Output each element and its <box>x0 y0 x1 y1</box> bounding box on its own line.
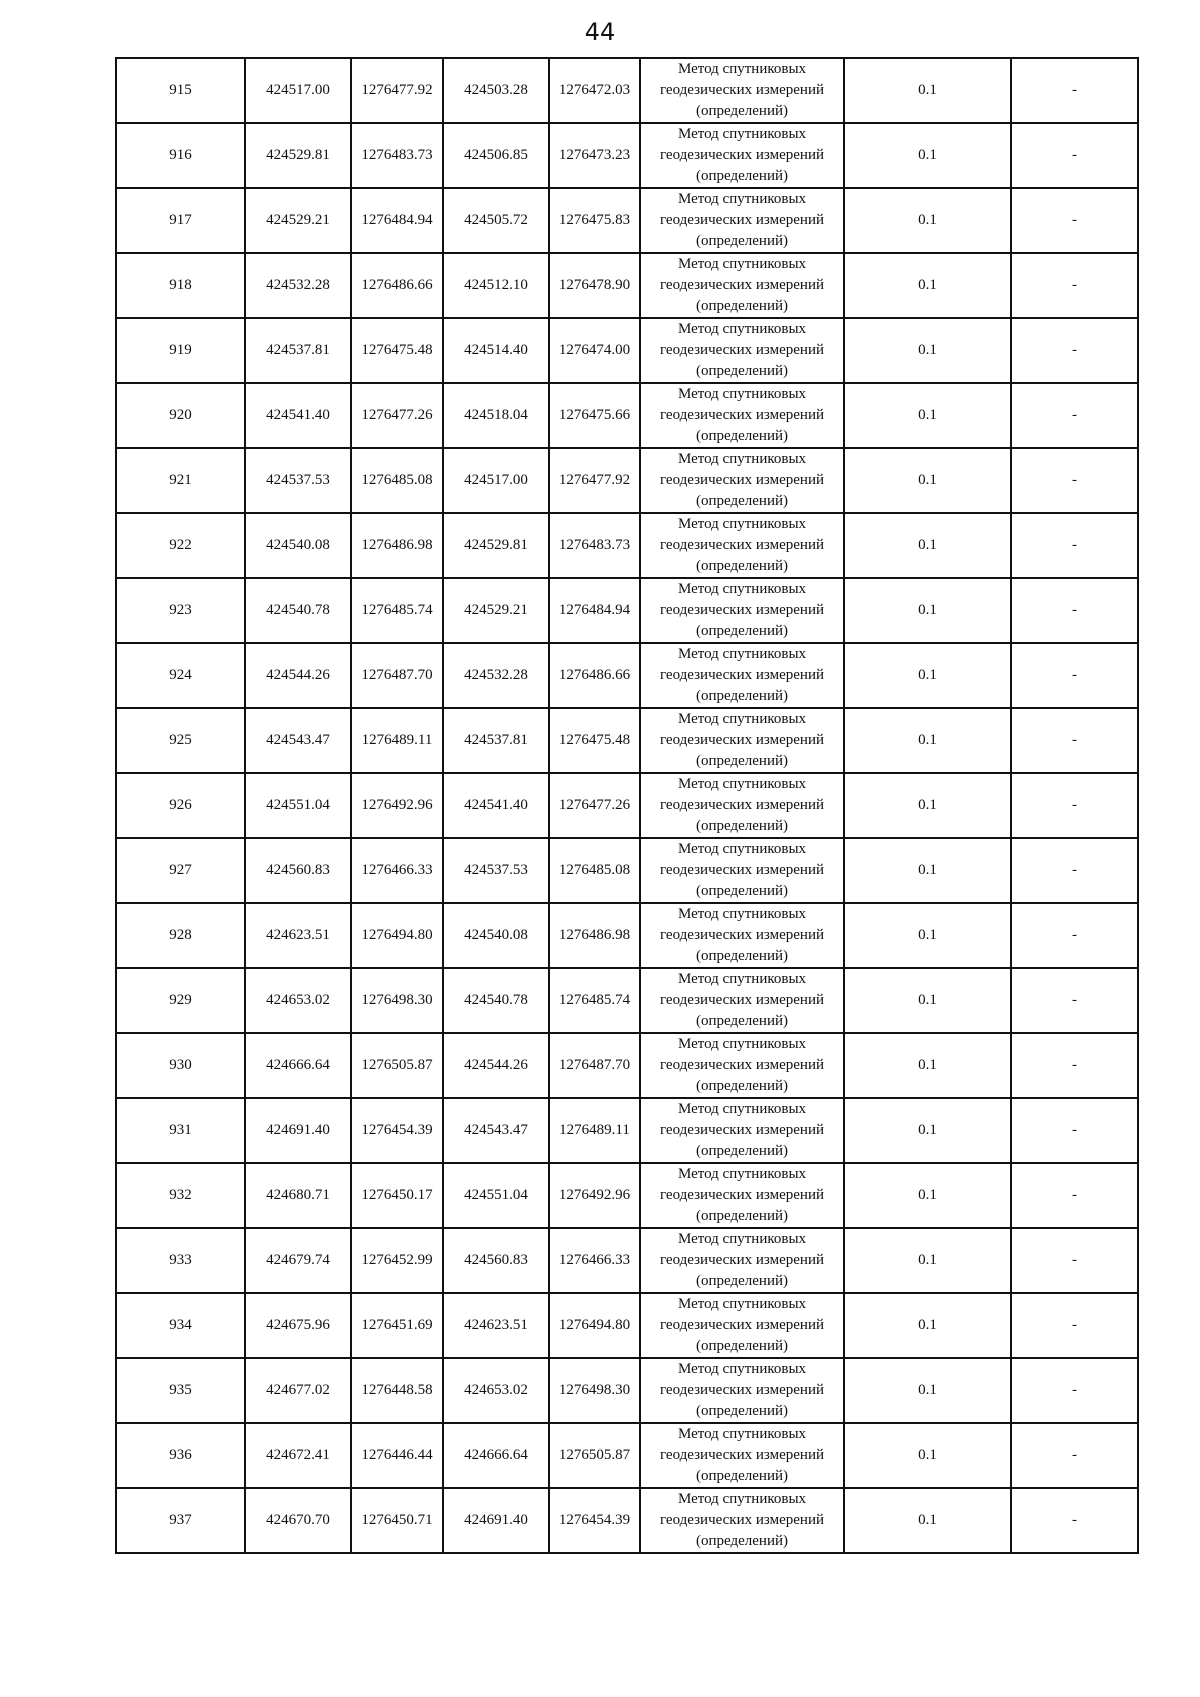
x-coordinate-cell: 424543.47 <box>245 708 351 773</box>
method-line: (определений) <box>696 1468 788 1484</box>
method-line: геодезических измерений <box>659 1447 825 1463</box>
method-line: Метод спутниковых <box>677 1491 807 1507</box>
table-row <box>116 188 1138 253</box>
y-previous-coordinate-cell: 1276485.08 <box>549 838 640 903</box>
x-coordinate-cell: 424532.28 <box>245 253 351 318</box>
table-row <box>116 318 1138 383</box>
point-number-cell: 935 <box>116 1358 245 1423</box>
method-line: геодезических измерений <box>659 1382 825 1398</box>
point-number-cell: 926 <box>116 773 245 838</box>
note-cell: - <box>1011 968 1138 1033</box>
method-line: Метод спутниковых <box>677 581 807 597</box>
method-line: (определений) <box>696 103 788 119</box>
method-line: (определений) <box>696 1533 788 1549</box>
method-line: геодезических измерений <box>659 667 825 683</box>
note-cell: - <box>1011 1358 1138 1423</box>
accuracy-cell: 0.1 <box>844 643 1011 708</box>
table-row <box>116 968 1138 1033</box>
method-cell <box>640 1293 844 1358</box>
method-cell <box>640 1488 844 1553</box>
method-cell <box>640 448 844 513</box>
x-previous-coordinate-cell: 424529.81 <box>443 513 549 578</box>
table-body <box>116 58 1138 1553</box>
method-cell <box>640 578 844 643</box>
x-previous-coordinate-cell: 424691.40 <box>443 1488 549 1553</box>
x-previous-coordinate-cell: 424653.02 <box>443 1358 549 1423</box>
y-previous-coordinate-cell: 1276483.73 <box>549 513 640 578</box>
y-coordinate-cell: 1276487.70 <box>351 643 443 708</box>
y-previous-coordinate-cell: 1276475.66 <box>549 383 640 448</box>
table-row <box>116 1033 1138 1098</box>
point-number-cell: 924 <box>116 643 245 708</box>
point-number-cell: 932 <box>116 1163 245 1228</box>
method-cell <box>640 1423 844 1488</box>
method-line: геодезических измерений <box>659 1317 825 1333</box>
method-line: (определений) <box>696 1403 788 1419</box>
accuracy-cell: 0.1 <box>844 1423 1011 1488</box>
y-coordinate-cell: 1276483.73 <box>351 123 443 188</box>
note-cell: - <box>1011 708 1138 773</box>
method-line: геодезических измерений <box>659 602 825 618</box>
method-line: Метод спутниковых <box>677 516 807 532</box>
method-line: (определений) <box>696 1143 788 1159</box>
method-cell <box>640 1358 844 1423</box>
accuracy-cell: 0.1 <box>844 708 1011 773</box>
method-cell <box>640 1033 844 1098</box>
method-line: Метод спутниковых <box>677 1101 807 1117</box>
y-coordinate-cell: 1276475.48 <box>351 318 443 383</box>
method-line: (определений) <box>696 1013 788 1029</box>
x-coordinate-cell: 424679.74 <box>245 1228 351 1293</box>
method-line: (определений) <box>696 1338 788 1354</box>
y-coordinate-cell: 1276494.80 <box>351 903 443 968</box>
x-previous-coordinate-cell: 424541.40 <box>443 773 549 838</box>
table-row <box>116 1098 1138 1163</box>
y-previous-coordinate-cell: 1276494.80 <box>549 1293 640 1358</box>
method-line: геодезических измерений <box>659 1187 825 1203</box>
table-row <box>116 1488 1138 1553</box>
x-coordinate-cell: 424540.78 <box>245 578 351 643</box>
y-coordinate-cell: 1276450.17 <box>351 1163 443 1228</box>
x-coordinate-cell: 424544.26 <box>245 643 351 708</box>
y-previous-coordinate-cell: 1276475.83 <box>549 188 640 253</box>
note-cell: - <box>1011 253 1138 318</box>
accuracy-cell: 0.1 <box>844 1163 1011 1228</box>
y-previous-coordinate-cell: 1276477.92 <box>549 448 640 513</box>
accuracy-cell: 0.1 <box>844 1293 1011 1358</box>
accuracy-cell: 0.1 <box>844 123 1011 188</box>
x-coordinate-cell: 424672.41 <box>245 1423 351 1488</box>
x-previous-coordinate-cell: 424514.40 <box>443 318 549 383</box>
note-cell: - <box>1011 448 1138 513</box>
table-row <box>116 513 1138 578</box>
method-line: Метод спутниковых <box>677 451 807 467</box>
note-cell: - <box>1011 1033 1138 1098</box>
x-previous-coordinate-cell: 424540.78 <box>443 968 549 1033</box>
x-coordinate-cell: 424691.40 <box>245 1098 351 1163</box>
method-line: геодезических измерений <box>659 1057 825 1073</box>
x-coordinate-cell: 424675.96 <box>245 1293 351 1358</box>
accuracy-cell: 0.1 <box>844 1358 1011 1423</box>
y-previous-coordinate-cell: 1276492.96 <box>549 1163 640 1228</box>
y-coordinate-cell: 1276485.74 <box>351 578 443 643</box>
y-coordinate-cell: 1276505.87 <box>351 1033 443 1098</box>
y-coordinate-cell: 1276466.33 <box>351 838 443 903</box>
method-line: геодезических измерений <box>659 537 825 553</box>
method-line: геодезических измерений <box>659 82 825 98</box>
method-line: (определений) <box>696 623 788 639</box>
method-line: (определений) <box>696 298 788 314</box>
method-cell <box>640 1098 844 1163</box>
table-row <box>116 383 1138 448</box>
method-line: геодезических измерений <box>659 992 825 1008</box>
x-coordinate-cell: 424551.04 <box>245 773 351 838</box>
x-coordinate-cell: 424623.51 <box>245 903 351 968</box>
y-coordinate-cell: 1276477.92 <box>351 58 443 123</box>
accuracy-cell: 0.1 <box>844 58 1011 123</box>
method-line: Метод спутниковых <box>677 776 807 792</box>
x-previous-coordinate-cell: 424503.28 <box>443 58 549 123</box>
y-coordinate-cell: 1276486.66 <box>351 253 443 318</box>
table-row <box>116 643 1138 708</box>
x-coordinate-cell: 424529.21 <box>245 188 351 253</box>
y-previous-coordinate-cell: 1276484.94 <box>549 578 640 643</box>
note-cell: - <box>1011 838 1138 903</box>
accuracy-cell: 0.1 <box>844 1098 1011 1163</box>
method-line: Метод спутниковых <box>677 1231 807 1247</box>
point-number-cell: 918 <box>116 253 245 318</box>
y-coordinate-cell: 1276485.08 <box>351 448 443 513</box>
method-cell <box>640 123 844 188</box>
y-previous-coordinate-cell: 1276475.48 <box>549 708 640 773</box>
x-coordinate-cell: 424653.02 <box>245 968 351 1033</box>
table-row <box>116 578 1138 643</box>
method-line: (определений) <box>696 818 788 834</box>
method-cell <box>640 253 844 318</box>
y-previous-coordinate-cell: 1276466.33 <box>549 1228 640 1293</box>
point-number-cell: 937 <box>116 1488 245 1553</box>
table-row <box>116 58 1138 123</box>
method-line: Метод спутниковых <box>677 61 807 77</box>
point-number-cell: 930 <box>116 1033 245 1098</box>
method-line: геодезических измерений <box>659 277 825 293</box>
note-cell: - <box>1011 578 1138 643</box>
table-row <box>116 838 1138 903</box>
x-coordinate-cell: 424537.81 <box>245 318 351 383</box>
method-line: геодезических измерений <box>659 1252 825 1268</box>
x-previous-coordinate-cell: 424517.00 <box>443 448 549 513</box>
method-line: геодезических измерений <box>659 927 825 943</box>
method-cell <box>640 968 844 1033</box>
method-line: (определений) <box>696 688 788 704</box>
y-previous-coordinate-cell: 1276505.87 <box>549 1423 640 1488</box>
point-number-cell: 933 <box>116 1228 245 1293</box>
method-line: Метод спутниковых <box>677 1296 807 1312</box>
note-cell: - <box>1011 643 1138 708</box>
x-coordinate-cell: 424517.00 <box>245 58 351 123</box>
x-previous-coordinate-cell: 424666.64 <box>443 1423 549 1488</box>
accuracy-cell: 0.1 <box>844 448 1011 513</box>
y-coordinate-cell: 1276489.11 <box>351 708 443 773</box>
y-coordinate-cell: 1276446.44 <box>351 1423 443 1488</box>
accuracy-cell: 0.1 <box>844 968 1011 1033</box>
x-previous-coordinate-cell: 424537.81 <box>443 708 549 773</box>
point-number-cell: 917 <box>116 188 245 253</box>
method-line: (определений) <box>696 883 788 899</box>
x-previous-coordinate-cell: 424505.72 <box>443 188 549 253</box>
accuracy-cell: 0.1 <box>844 318 1011 383</box>
method-line: (определений) <box>696 1208 788 1224</box>
method-cell <box>640 383 844 448</box>
method-line: Метод спутниковых <box>677 711 807 727</box>
method-line: Метод спутниковых <box>677 971 807 987</box>
method-cell <box>640 838 844 903</box>
method-cell <box>640 188 844 253</box>
x-previous-coordinate-cell: 424544.26 <box>443 1033 549 1098</box>
method-line: геодезических измерений <box>659 342 825 358</box>
method-line: (определений) <box>696 233 788 249</box>
method-line: геодезических измерений <box>659 1122 825 1138</box>
table-row <box>116 708 1138 773</box>
table-row <box>116 253 1138 318</box>
table-row <box>116 773 1138 838</box>
y-previous-coordinate-cell: 1276487.70 <box>549 1033 640 1098</box>
table-row <box>116 1358 1138 1423</box>
point-number-cell: 920 <box>116 383 245 448</box>
coordinates-table <box>115 57 1139 1554</box>
method-cell <box>640 1228 844 1293</box>
x-previous-coordinate-cell: 424543.47 <box>443 1098 549 1163</box>
point-number-cell: 915 <box>116 58 245 123</box>
note-cell: - <box>1011 513 1138 578</box>
x-coordinate-cell: 424540.08 <box>245 513 351 578</box>
method-cell <box>640 58 844 123</box>
y-coordinate-cell: 1276452.99 <box>351 1228 443 1293</box>
y-previous-coordinate-cell: 1276472.03 <box>549 58 640 123</box>
method-line: Метод спутниковых <box>677 1361 807 1377</box>
method-line: Метод спутниковых <box>677 126 807 142</box>
x-previous-coordinate-cell: 424518.04 <box>443 383 549 448</box>
y-coordinate-cell: 1276454.39 <box>351 1098 443 1163</box>
point-number-cell: 919 <box>116 318 245 383</box>
accuracy-cell: 0.1 <box>844 383 1011 448</box>
method-line: геодезических измерений <box>659 147 825 163</box>
note-cell: - <box>1011 383 1138 448</box>
point-number-cell: 927 <box>116 838 245 903</box>
table-row <box>116 1293 1138 1358</box>
method-line: Метод спутниковых <box>677 841 807 857</box>
y-previous-coordinate-cell: 1276474.00 <box>549 318 640 383</box>
x-previous-coordinate-cell: 424529.21 <box>443 578 549 643</box>
accuracy-cell: 0.1 <box>844 903 1011 968</box>
y-previous-coordinate-cell: 1276473.23 <box>549 123 640 188</box>
method-line: геодезических измерений <box>659 797 825 813</box>
accuracy-cell: 0.1 <box>844 773 1011 838</box>
y-previous-coordinate-cell: 1276478.90 <box>549 253 640 318</box>
point-number-cell: 922 <box>116 513 245 578</box>
method-line: (определений) <box>696 1078 788 1094</box>
accuracy-cell: 0.1 <box>844 188 1011 253</box>
x-previous-coordinate-cell: 424623.51 <box>443 1293 549 1358</box>
note-cell: - <box>1011 58 1138 123</box>
point-number-cell: 916 <box>116 123 245 188</box>
note-cell: - <box>1011 773 1138 838</box>
point-number-cell: 929 <box>116 968 245 1033</box>
table-row <box>116 448 1138 513</box>
table-row <box>116 903 1138 968</box>
note-cell: - <box>1011 1163 1138 1228</box>
note-cell: - <box>1011 1228 1138 1293</box>
accuracy-cell: 0.1 <box>844 578 1011 643</box>
accuracy-cell: 0.1 <box>844 513 1011 578</box>
y-coordinate-cell: 1276486.98 <box>351 513 443 578</box>
accuracy-cell: 0.1 <box>844 253 1011 318</box>
accuracy-cell: 0.1 <box>844 1033 1011 1098</box>
table-row <box>116 1423 1138 1488</box>
point-number-cell: 936 <box>116 1423 245 1488</box>
method-cell <box>640 773 844 838</box>
table-row <box>116 1228 1138 1293</box>
accuracy-cell: 0.1 <box>844 838 1011 903</box>
table-row <box>116 1163 1138 1228</box>
method-line: геодезических измерений <box>659 407 825 423</box>
note-cell: - <box>1011 1098 1138 1163</box>
page-number: 44 <box>584 18 616 46</box>
x-coordinate-cell: 424529.81 <box>245 123 351 188</box>
method-line: Метод спутниковых <box>677 646 807 662</box>
method-line: (определений) <box>696 948 788 964</box>
method-line: (определений) <box>696 168 788 184</box>
method-cell <box>640 1163 844 1228</box>
x-previous-coordinate-cell: 424512.10 <box>443 253 549 318</box>
method-line: геодезических измерений <box>659 212 825 228</box>
note-cell: - <box>1011 1293 1138 1358</box>
method-line: Метод спутниковых <box>677 256 807 272</box>
method-line: (определений) <box>696 753 788 769</box>
x-previous-coordinate-cell: 424551.04 <box>443 1163 549 1228</box>
method-line: (определений) <box>696 493 788 509</box>
method-line: Метод спутниковых <box>677 906 807 922</box>
y-previous-coordinate-cell: 1276477.26 <box>549 773 640 838</box>
x-coordinate-cell: 424666.64 <box>245 1033 351 1098</box>
method-line: Метод спутниковых <box>677 321 807 337</box>
method-line: (определений) <box>696 558 788 574</box>
point-number-cell: 925 <box>116 708 245 773</box>
table-row <box>116 123 1138 188</box>
note-cell: - <box>1011 318 1138 383</box>
x-previous-coordinate-cell: 424532.28 <box>443 643 549 708</box>
method-cell <box>640 643 844 708</box>
method-line: геодезических измерений <box>659 862 825 878</box>
y-coordinate-cell: 1276451.69 <box>351 1293 443 1358</box>
y-previous-coordinate-cell: 1276486.66 <box>549 643 640 708</box>
method-line: (определений) <box>696 363 788 379</box>
note-cell: - <box>1011 1423 1138 1488</box>
method-line: Метод спутниковых <box>677 1036 807 1052</box>
method-line: Метод спутниковых <box>677 191 807 207</box>
y-previous-coordinate-cell: 1276498.30 <box>549 1358 640 1423</box>
x-previous-coordinate-cell: 424540.08 <box>443 903 549 968</box>
method-line: Метод спутниковых <box>677 1166 807 1182</box>
point-number-cell: 923 <box>116 578 245 643</box>
point-number-cell: 921 <box>116 448 245 513</box>
method-line: геодезических измерений <box>659 732 825 748</box>
method-cell <box>640 513 844 578</box>
y-coordinate-cell: 1276498.30 <box>351 968 443 1033</box>
method-line: геодезических измерений <box>659 1512 825 1528</box>
x-previous-coordinate-cell: 424506.85 <box>443 123 549 188</box>
method-line: Метод спутниковых <box>677 386 807 402</box>
point-number-cell: 931 <box>116 1098 245 1163</box>
x-coordinate-cell: 424560.83 <box>245 838 351 903</box>
note-cell: - <box>1011 1488 1138 1553</box>
method-cell <box>640 708 844 773</box>
y-coordinate-cell: 1276477.26 <box>351 383 443 448</box>
y-coordinate-cell: 1276448.58 <box>351 1358 443 1423</box>
x-coordinate-cell: 424680.71 <box>245 1163 351 1228</box>
y-coordinate-cell: 1276492.96 <box>351 773 443 838</box>
point-number-cell: 934 <box>116 1293 245 1358</box>
y-previous-coordinate-cell: 1276454.39 <box>549 1488 640 1553</box>
y-previous-coordinate-cell: 1276486.98 <box>549 903 640 968</box>
method-line: (определений) <box>696 428 788 444</box>
x-coordinate-cell: 424677.02 <box>245 1358 351 1423</box>
x-coordinate-cell: 424537.53 <box>245 448 351 513</box>
y-coordinate-cell: 1276484.94 <box>351 188 443 253</box>
y-coordinate-cell: 1276450.71 <box>351 1488 443 1553</box>
note-cell: - <box>1011 123 1138 188</box>
note-cell: - <box>1011 903 1138 968</box>
x-coordinate-cell: 424541.40 <box>245 383 351 448</box>
method-line: Метод спутниковых <box>677 1426 807 1442</box>
x-previous-coordinate-cell: 424537.53 <box>443 838 549 903</box>
y-previous-coordinate-cell: 1276489.11 <box>549 1098 640 1163</box>
y-previous-coordinate-cell: 1276485.74 <box>549 968 640 1033</box>
x-previous-coordinate-cell: 424560.83 <box>443 1228 549 1293</box>
method-cell <box>640 903 844 968</box>
accuracy-cell: 0.1 <box>844 1228 1011 1293</box>
method-line: геодезических измерений <box>659 472 825 488</box>
accuracy-cell: 0.1 <box>844 1488 1011 1553</box>
point-number-cell: 928 <box>116 903 245 968</box>
method-cell <box>640 318 844 383</box>
note-cell: - <box>1011 188 1138 253</box>
method-line: (определений) <box>696 1273 788 1289</box>
x-coordinate-cell: 424670.70 <box>245 1488 351 1553</box>
